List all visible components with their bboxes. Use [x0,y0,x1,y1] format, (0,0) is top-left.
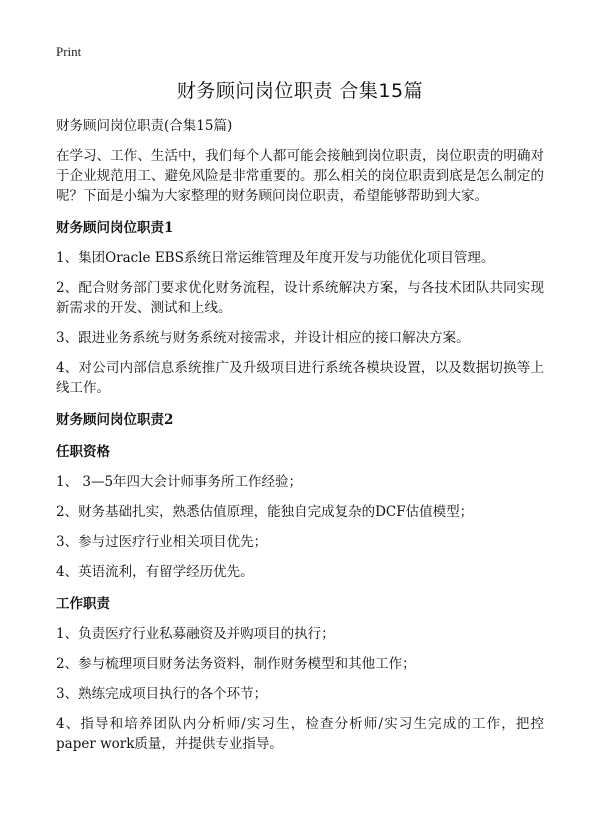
intro-paragraph: 在学习、工作、生活中，我们每个人都可能会接触到岗位职责，岗位职责的明确对于企业规范用工、避免风险是非常重要的。那么相关的岗位职责到底是怎么制定的呢？下面是小编为大家整理的财务顾问岗位职责，希望能够帮助到大家。 [56,148,544,204]
document-subtitle: 财务顾问岗位职责(合集15篇) [56,118,233,134]
qualification-item-2: 2、财务基础扎实，熟悉估值原理，能独自完成复杂的DCF估值模型； [56,504,474,520]
section1-item-1: 1、集团Oracle EBS系统日常运维管理及年度开发与功能优化项目管理。 [56,250,495,266]
print-label: Print [56,44,82,59]
section1-item-4: 4、对公司内部信息系统推广及升级项目进行系统各模块设置，以及数据切换等上线工作。 [56,360,544,396]
qualification-heading: 任职资格 [56,444,110,460]
qualification-item-4: 4、英语流利，有留学经历优先。 [56,564,254,580]
section1-item-2: 2、配合财务部门要求优化财务流程，设计系统解决方案，与各技术团队共同实现新需求的开发、测试和上线。 [56,280,544,316]
document-title: 财务顾问岗位职责 合集15篇 [176,80,424,102]
duty-item-1: 1、负责医疗行业私募融资及并购项目的执行； [56,626,335,642]
section-heading-1: 财务顾问岗位职责1 [56,220,174,236]
qualification-item-1: 1、 3—5年四大会计师事务所工作经验； [56,474,303,490]
duty-heading: 工作职责 [56,596,110,612]
section-heading-2: 财务顾问岗位职责2 [56,412,174,428]
section1-item-3: 3、跟进业务系统与财务系统对接需求，并设计相应的接口解决方案。 [56,330,470,346]
qualification-item-3: 3、参与过医疗行业相关项目优先； [56,534,268,550]
duty-item-2: 2、参与梳理项目财务法务资料，制作财务模型和其他工作； [56,656,416,672]
duty-item-4: 4、指导和培养团队内分析师/实习生，检查分析师/实习生完成的工作，把控paper work质量，并提供专业指导。 [56,716,544,752]
duty-item-3: 3、熟练完成项目执行的各个环节； [56,686,268,702]
